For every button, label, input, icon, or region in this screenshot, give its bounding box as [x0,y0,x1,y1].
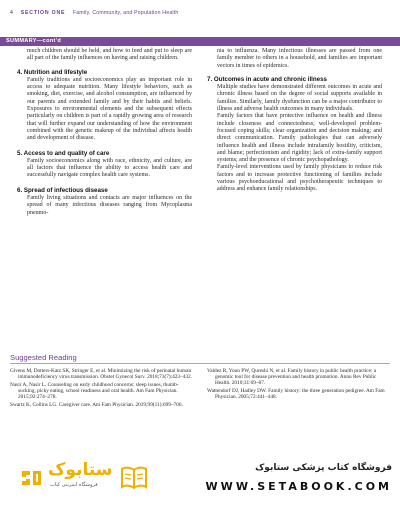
chapter-title: Family, Community, and Population Health [72,10,179,16]
left-column [17,48,192,217]
running-head [10,10,179,16]
shop-title: فروشگاه کتاب پزشکی ستابوک [255,463,392,473]
reference-item: Wattendorf DJ, Hadley DW. Family history: the three generation pedigree. Am Fam Physician. 2005;72:441–448. [207,388,385,401]
references-left [10,368,195,409]
section-heading-infectious: 6. Spread of infectious disease [17,186,108,194]
open-book-icon [120,465,148,491]
references-right [207,368,390,402]
summary-bar [0,37,400,46]
intro-paragraph: much children should be held, and how to feed and put to sleep are all part of the family influences on having and raising children. [27,48,192,62]
access-paragraph: Family socioeconomics along with race, ethnicity, and culture, are all factors that influence the ability to access health care and successfully navigate complex health care systems. [27,157,192,179]
shop-url: WWW.SETABOOK.COM [205,480,392,493]
setabook-logo-subtitle: فروشگاه اینترنتی کتاب [50,482,98,488]
suggested-reading-title: Suggested Reading [10,353,77,362]
infectious-paragraph: Family living situations and contacts are major influences on the spread of many infectious diseases ranging from Mycoplasma pneumo- [27,195,192,216]
section-heading-nutrition: 4. Nutrition and lifestyle [17,68,88,76]
page-number: 4 [10,10,14,16]
setabook-logo-icon [20,467,44,489]
setabook-logo-text: ستابوک [48,460,113,480]
reference-item: Nasir A, Nasir L. Counseling on early childhood concerns: sleep issues, thumb-sucking, picky eating, school readiness and oral health. Am Fam Physician. 2015;92:274–278. [10,381,179,401]
section-label: SECTION ONE [20,10,66,16]
reference-item: Valdez R, Yoon PW, Qureshi N, et al. Family history in public health practice: a genomic tool for disease prevention and health promotion. Annu Rev Public Health. 2010;31:69–87. [207,368,377,387]
section-heading-outcomes: 7. Outcomes in acute and chronic illness [207,75,328,83]
outcomes-paragraph-3: Family-level interventions used by family physicians to reduce risk factors and to increase protective functioning of families include various psychoeducational and psychotherapeutic techniques to address and enhance family relationships. [217,164,382,193]
continued-paragraph: nia to influenza. Many infectious illnesses are passed from one family member to others in a household, and families are important vectors in times of epidemics. [217,48,382,69]
reference-item: Swartz K, Collins LG. Caregiver care. Am Fam Physician. 2019;99(11):699–706. [10,401,183,408]
right-column [207,48,382,194]
summary-bar-label: SUMMARY—cont'd [6,38,62,44]
outcomes-paragraph-2: Family factors that have protective influence on health and illness include closeness and connectedness; well-developed problem-focused coping skills; clear organization and decision making; and direct communication. Family pathologies that can adversely influence health and illness include intrafamily hostility, criticism, and blame; perfectionism and rigidity; lack of extra-family support systems; and the presence of chronic psychopathology. [217,113,382,164]
suggested-reading-divider [10,363,390,364]
section-heading-access: 5. Access to and quality of care [17,149,110,157]
reference-item: Givens M, Dotters-Katz SK, Stringer E, et al. Minimizing the risk of perinatal human immunodeficiency virus transmission. Obstet Gynecol Surv. 2018;73(7):423–432. [10,368,192,381]
nutrition-paragraph: Family traditions and socioeconomics play an important role in access to adequate nutrition. Many lifestyle behaviors, such as smoking, diet, exercise, and alcohol consumption, are influenced by our parents and extended family and by their habits and beliefs. Exposures to environmental elements and the subsequent effects particularly on children is part of a rapidly growing area of research that will further expand our understanding of how the environment combined with the genetic makeup of the individual affects health and development of disease. [27,76,192,142]
outcomes-paragraph-1: Multiple studies have demonstrated different outcomes in acute and chronic illness based on the degree of social supports available in families. Similarly, family dysfunction can be a major contributor to illness and adverse health outcomes in many individuals. [217,84,382,113]
